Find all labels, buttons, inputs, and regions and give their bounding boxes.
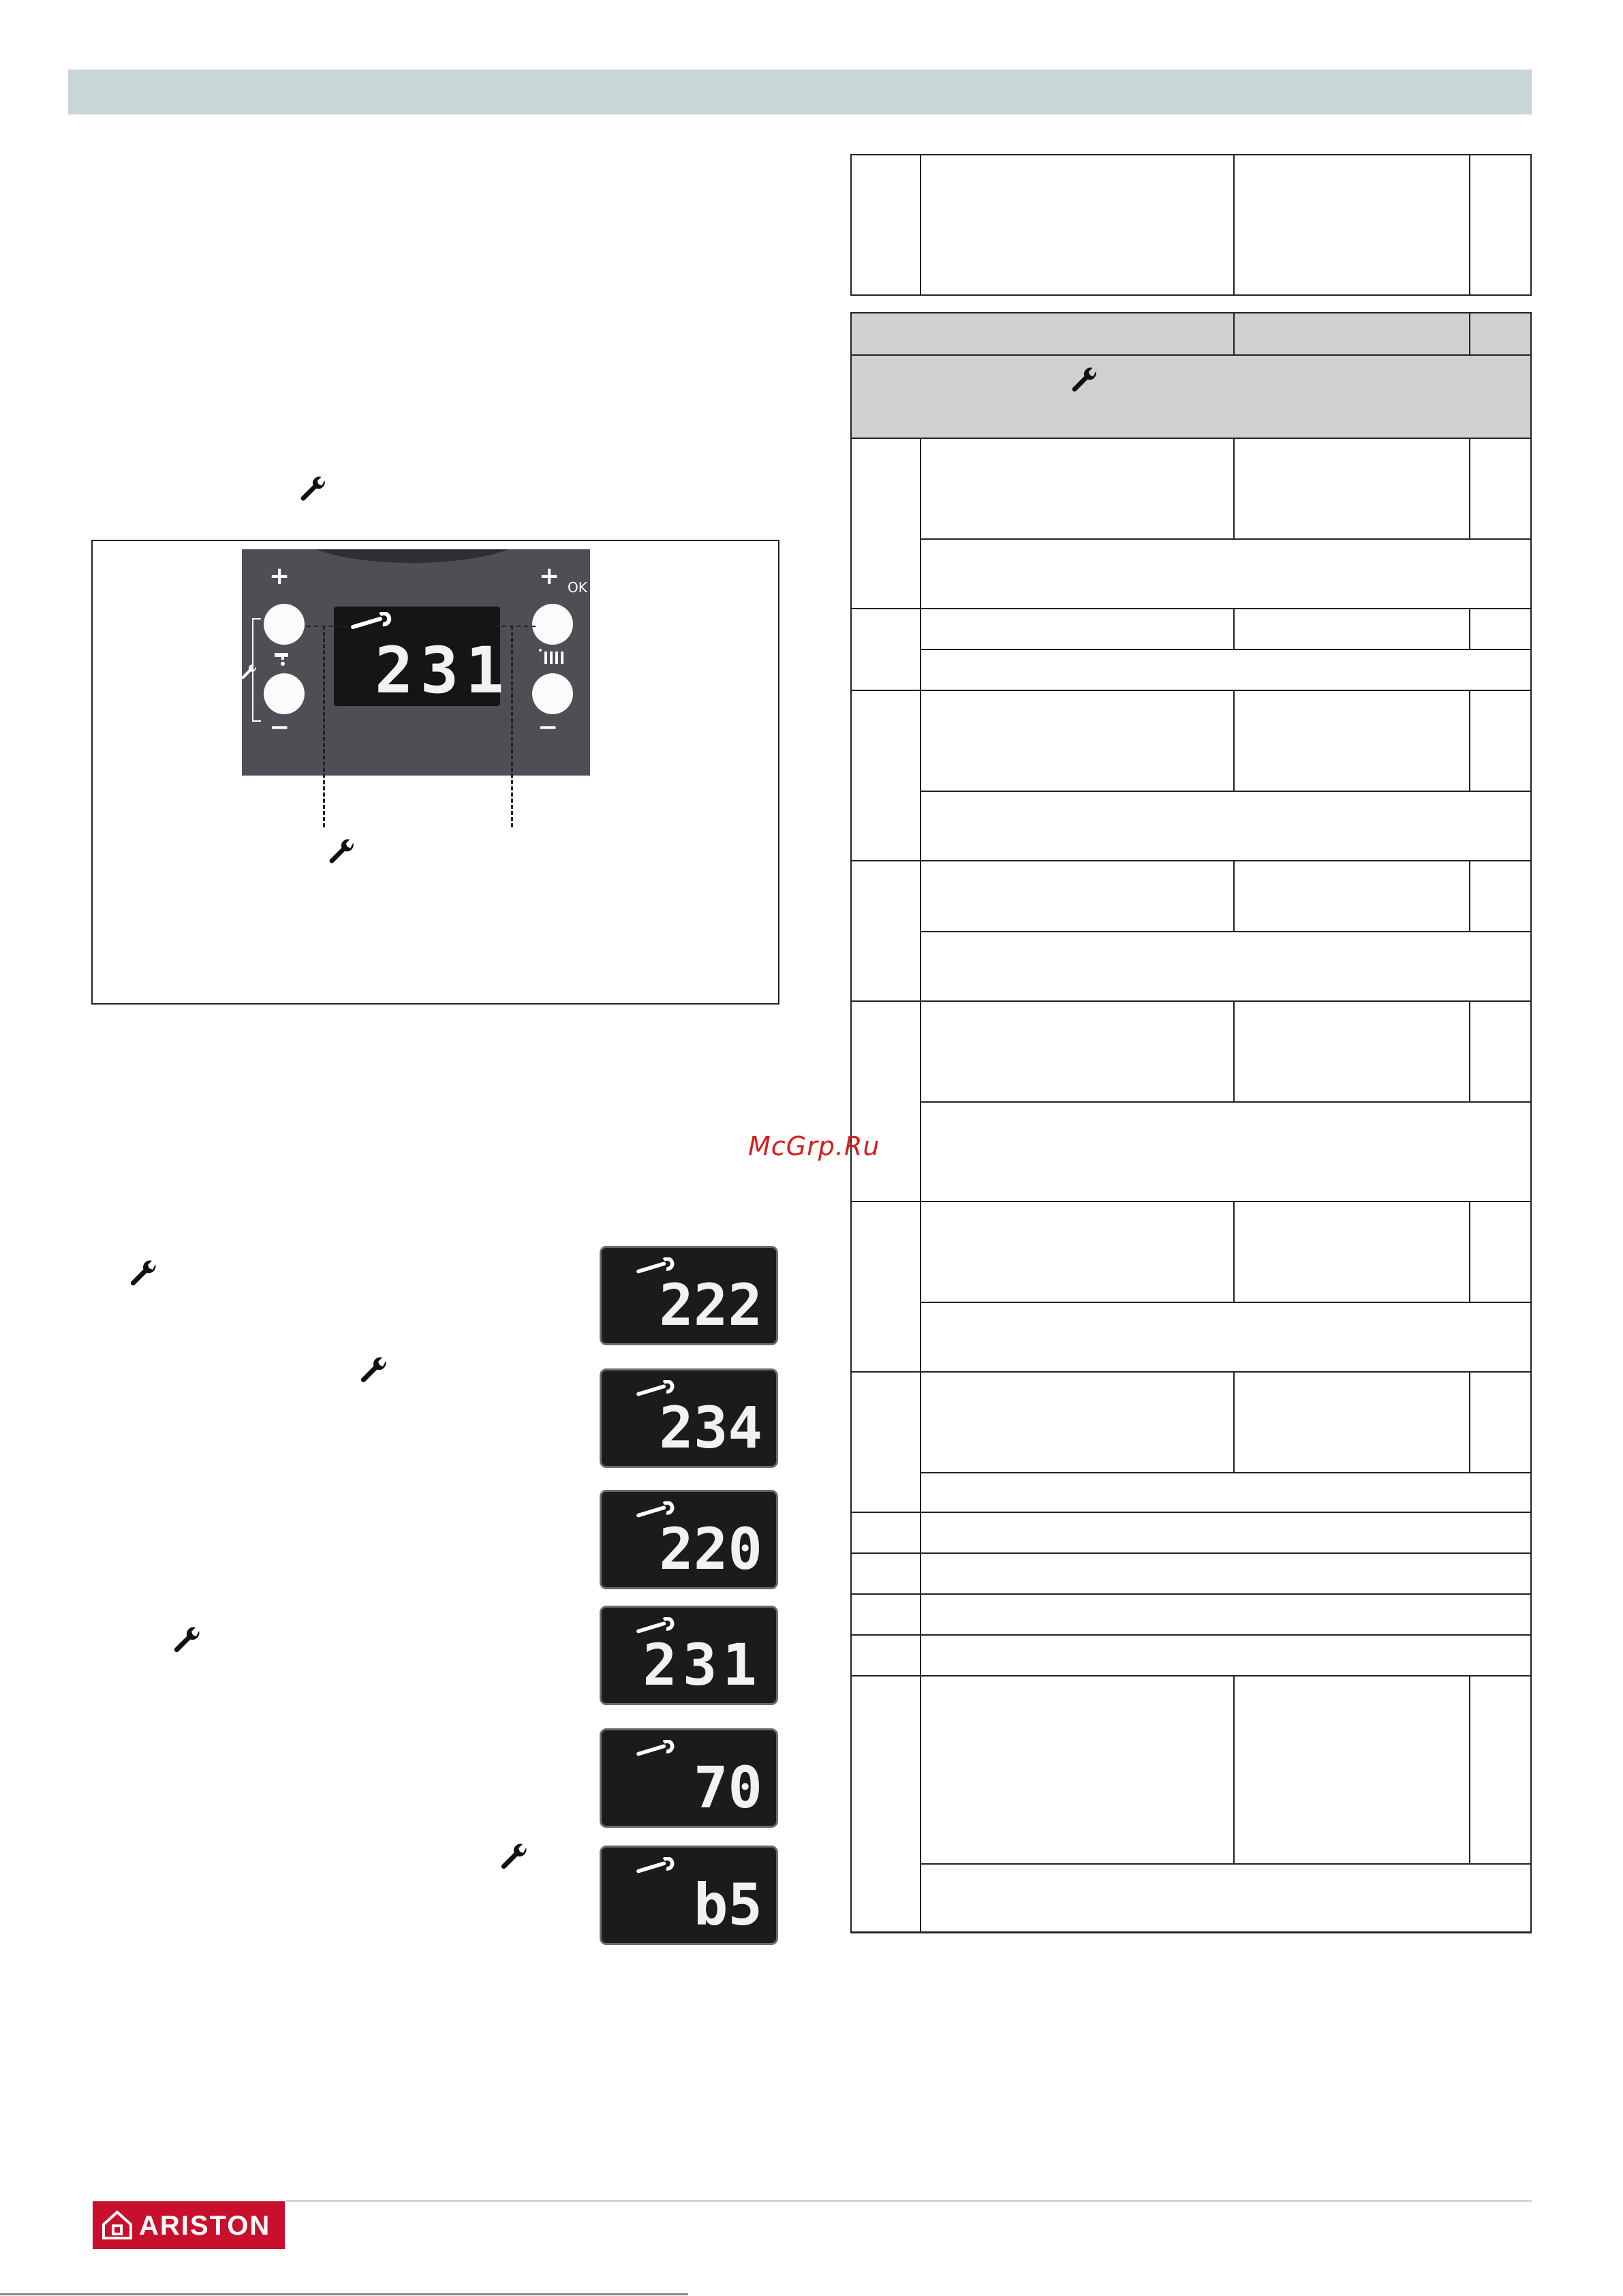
table-line xyxy=(1469,438,1470,540)
table-line xyxy=(920,931,1532,932)
main-display-value: 231 xyxy=(375,634,511,708)
wrench-icon xyxy=(297,476,328,507)
table-line xyxy=(850,1000,1532,1002)
table-line xyxy=(920,438,921,1933)
table-line xyxy=(850,154,852,296)
page-bottom-line xyxy=(0,2293,688,2295)
table-line xyxy=(920,1472,1532,1473)
table-line xyxy=(1530,154,1532,296)
table-line xyxy=(1233,860,1235,931)
table-line xyxy=(850,294,1532,296)
table-line xyxy=(850,860,1532,861)
table-line xyxy=(850,1201,1532,1202)
table-line xyxy=(1233,1675,1235,1863)
table-line xyxy=(1469,1000,1470,1101)
display-3 xyxy=(600,1490,778,1589)
table-line xyxy=(1233,1000,1235,1101)
table-line xyxy=(850,1675,1532,1677)
display-4-value: 231 xyxy=(643,1632,762,1698)
leader-line xyxy=(323,626,325,827)
wrench-icon xyxy=(357,1356,390,1389)
table-line xyxy=(850,438,1532,439)
table-line xyxy=(850,1634,1532,1636)
dhw-plus-symbol: + xyxy=(269,562,290,590)
table-line xyxy=(920,154,921,296)
table-line xyxy=(1469,1201,1470,1302)
table-line xyxy=(920,1863,1532,1865)
ariston-logo xyxy=(93,2201,285,2249)
dhw-minus-symbol: − xyxy=(269,714,290,741)
display-5-value: 70 xyxy=(693,1754,762,1821)
display-3-value: 220 xyxy=(659,1516,762,1582)
table-header xyxy=(850,312,1532,438)
wrench-icon xyxy=(350,612,397,632)
leader-line xyxy=(495,626,536,627)
table-line xyxy=(1233,608,1235,649)
table-line xyxy=(1233,1201,1235,1302)
ch-plus-ok-button[interactable] xyxy=(532,604,573,645)
table-line xyxy=(850,354,1532,356)
ch-plus-symbol: + xyxy=(539,562,560,590)
control-panel xyxy=(242,549,590,776)
wrench-icon xyxy=(636,1857,679,1876)
footer-line xyxy=(286,2200,1532,2202)
table-line xyxy=(850,312,852,1933)
table-line xyxy=(1233,1371,1235,1472)
leader-line xyxy=(307,626,347,627)
dhw-plus-button[interactable] xyxy=(264,604,305,645)
table-line xyxy=(850,1371,1532,1373)
table-line xyxy=(850,1552,1532,1554)
table-line xyxy=(850,154,1532,155)
wrench-icon xyxy=(242,664,258,683)
header-band xyxy=(68,70,1532,114)
display-6 xyxy=(600,1846,778,1945)
wrench-icon xyxy=(636,1740,679,1759)
wrench-icon xyxy=(326,838,357,870)
table-line xyxy=(850,690,1532,691)
table-line xyxy=(850,1512,1532,1513)
table-line xyxy=(920,649,1532,650)
table-line xyxy=(850,1593,1532,1595)
table-line xyxy=(1233,154,1235,296)
main-display xyxy=(334,607,511,708)
display-4 xyxy=(600,1606,778,1705)
table-line xyxy=(850,608,1532,609)
display-2-value: 234 xyxy=(659,1394,762,1461)
tap-icon xyxy=(270,647,298,668)
wrench-icon xyxy=(127,1259,159,1292)
display-1-value: 222 xyxy=(659,1272,762,1338)
panel-arc xyxy=(296,549,528,563)
radiator-icon xyxy=(538,647,568,668)
dhw-minus-button[interactable] xyxy=(264,673,305,714)
table-line xyxy=(1530,312,1532,1933)
watermark: McGrp.Ru xyxy=(748,1131,880,1161)
wrench-icon xyxy=(1068,367,1100,398)
wrench-icon xyxy=(170,1626,203,1659)
ok-label: OK xyxy=(568,579,587,596)
table-line xyxy=(920,791,1532,792)
table-line xyxy=(920,1101,1532,1103)
table-line xyxy=(1233,438,1235,540)
table-line xyxy=(1469,154,1470,296)
leader-line xyxy=(511,626,513,827)
ch-minus-symbol: − xyxy=(538,714,559,741)
table-line xyxy=(1469,860,1470,931)
table-line xyxy=(1233,690,1235,791)
ch-minus-button[interactable] xyxy=(532,673,573,714)
display-5 xyxy=(600,1728,778,1828)
table-line xyxy=(1469,1675,1470,1863)
wrench-icon xyxy=(497,1843,530,1876)
table-line xyxy=(850,1931,1532,1933)
brand-name: ARISTON xyxy=(139,2211,271,2241)
house-icon xyxy=(101,2209,134,2241)
table-line xyxy=(1469,690,1470,791)
table-line xyxy=(920,538,1532,540)
table-line xyxy=(1233,312,1235,354)
table-line xyxy=(920,1302,1532,1303)
table-line xyxy=(1469,312,1470,354)
table-line xyxy=(1469,608,1470,649)
display-1 xyxy=(600,1246,778,1345)
display-6-value: b5 xyxy=(693,1871,762,1938)
table-line xyxy=(1469,1371,1470,1472)
display-2 xyxy=(600,1368,778,1468)
table-line xyxy=(850,312,1532,313)
